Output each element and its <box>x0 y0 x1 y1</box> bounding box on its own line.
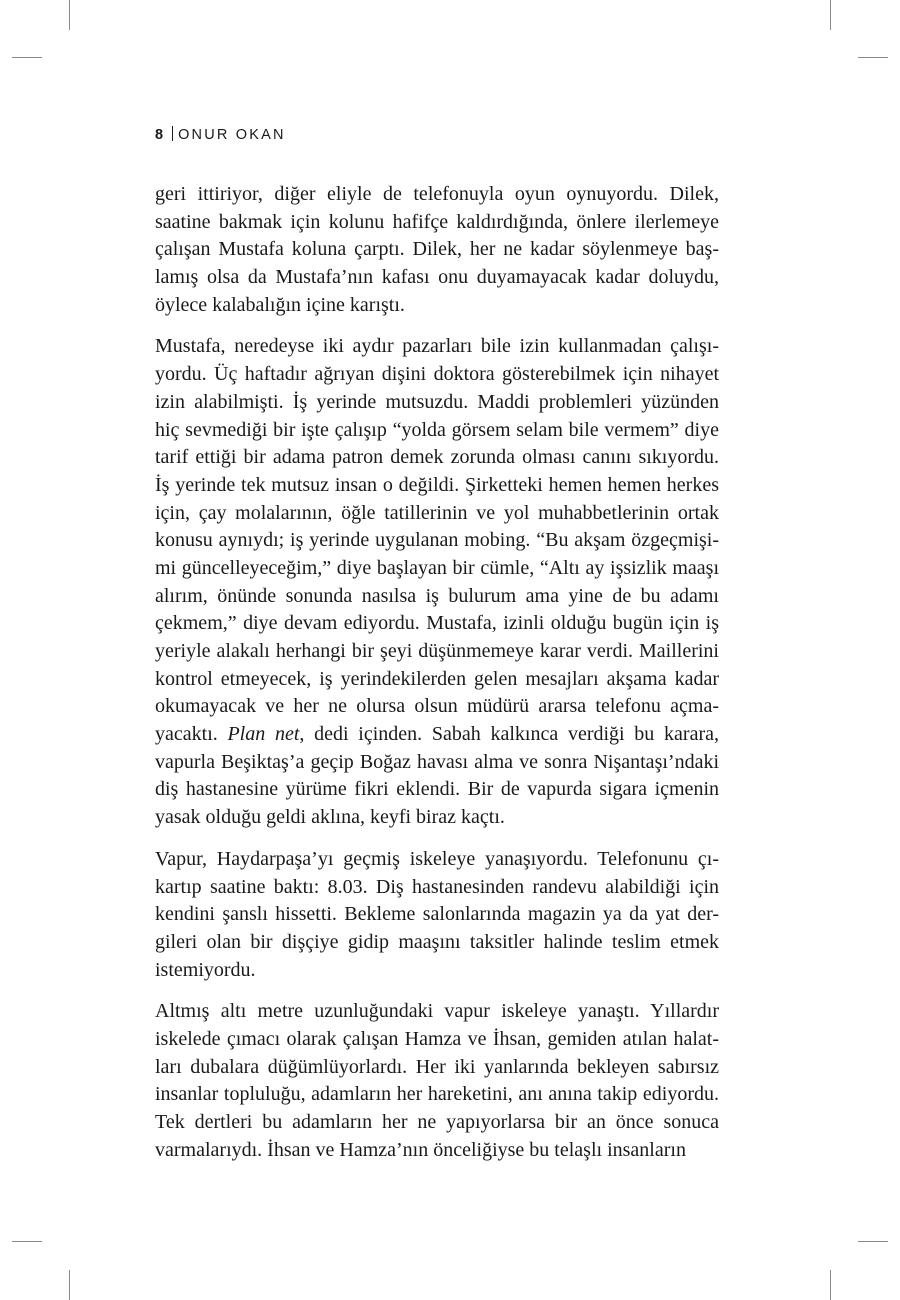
text-line: Vapur, Haydarpaşa’yı geçmiş iskeleye yanaşıyordu. Telefonunu çı- <box>155 847 719 870</box>
text-line: çalışan Mustafa koluna çarptı. Dilek, her ne kadar söylenmeye baş- <box>155 238 719 261</box>
text-line: yasak olduğu geldi aklına, keyfi biraz kaçtı. <box>155 806 505 829</box>
paragraph <box>155 998 719 1164</box>
text-line: vapurla Beşiktaş’a geçip Boğaz havası alma ve sonra Nişantaşı’ndaki <box>155 750 719 773</box>
text-line: tarif ettiği bir adama patron demek zorunda olması canını sıkıyordu. <box>155 446 719 469</box>
text-line: istemiyordu. <box>155 958 256 981</box>
text-line: hiç sevmediği bir işte çalışıp “yolda görsem selam bile vermem” diye <box>155 418 719 441</box>
text-line: alırım, önünde sonunda nasılsa iş bulurum ama yine de bu adamı <box>155 584 719 607</box>
crop-mark-right-bottom <box>858 1241 888 1242</box>
text-line: gileri olan bir dişçiye gidip maaşını taksitler halinde teslim etmek <box>155 930 719 953</box>
text-line: iskelede çımacı olarak çalışan Hamza ve İhsan, gemiden atılan halat- <box>155 1027 719 1050</box>
body-text <box>155 181 719 1178</box>
text-line: İş yerinde tek mutsuz insan o değildi. Şirketteki hemen hemen herkes <box>155 473 719 496</box>
crop-mark-right-top <box>858 57 888 58</box>
crop-mark-bottom-left <box>69 1270 70 1300</box>
text-line: mi güncelleyeceğim,” diye başlayan bir cümle, “Altı ay işsizlik maaşı <box>155 556 719 579</box>
text-line: ları dubalara düğümlüyorlardı. Her iki yanlarında bekleyen sabırsız <box>155 1055 719 1078</box>
header-divider <box>172 126 173 141</box>
paragraph <box>155 846 719 984</box>
text-line: yordu. Üç haftadır ağrıyan dişini doktora gösterebilmek için nihayet <box>155 363 719 386</box>
text-line: geri ittiriyor, diğer eliyle de telefonuyla oyun oynuyordu. Dilek, <box>155 183 719 205</box>
text-line: çekmem,” diye devam ediyordu. Mustafa, izinli olduğu bugün için iş <box>155 612 719 635</box>
text-line: diş hastanesine yürüme fikri eklendi. Bir de vapurda sigara içmenin <box>155 778 719 801</box>
text-line: varmalarıydı. İhsan ve Hamza’nın önceliğiyse bu telaşlı insanların <box>155 1138 686 1161</box>
text-line: Tek dertleri bu adamların her ne yapıyorlarsa bir an önce sonuca <box>155 1111 719 1133</box>
paragraph <box>155 181 719 319</box>
text-line: konusu aynıydı; iş yerinde uygulanan mobing. “Bu akşam özgeçmişi- <box>155 529 719 552</box>
italic-phrase: Plan net <box>227 723 300 746</box>
text-line: insanlar topluluğu, adamların her hareketini, anı anına takip ediyordu. <box>155 1083 719 1106</box>
text-line: kontrol etmeyecek, iş yerindekilerden gelen mesajları akşama kadar <box>155 667 719 690</box>
text-line: yacaktı. Plan net, dedi içinden. Sabah kalkınca verdiği bu karara, <box>155 723 719 746</box>
text-line: kendini şanslı hissetti. Bekleme salonlarında magazin ya da yat der- <box>155 903 719 926</box>
text-line: için, çay molalarının, öğle tatillerinin ve yol muhabbetlerinin ortak <box>155 501 719 524</box>
paragraph <box>155 333 719 831</box>
crop-mark-bottom-right <box>830 1270 831 1300</box>
crop-mark-left-bottom <box>12 1241 42 1242</box>
text-line: yeriyle alakalı herhangi bir şeyi düşünmemeye karar verdi. Maillerini <box>155 640 719 662</box>
text-line: izin alabilmişti. İş yerinde mutsuzdu. Maddi problemleri yüzünden <box>155 390 719 413</box>
text-line: okumayacak ve her ne olursa olsun müdürü ararsa telefonu açma- <box>155 695 719 718</box>
text-line: öylece kalabalığın içine karıştı. <box>155 293 405 316</box>
crop-mark-top-left <box>69 0 70 30</box>
text-line: Altmış altı metre uzunluğundaki vapur iskeleye yanaştı. Yıllardır <box>155 1000 719 1023</box>
text-line: saatine bakmak için kolunu hafifçe kaldırdığında, önlere ilerlemeye <box>155 210 719 233</box>
text-line: kartıp saatine baktı: 8.03. Diş hastanesinden randevu alabildiği için <box>155 875 719 898</box>
crop-mark-left-top <box>12 57 42 58</box>
text-line: Mustafa, neredeyse iki aydır pazarları bile izin kullanmadan çalışı- <box>155 335 719 358</box>
text-line: lamış olsa da Mustafa’nın kafası onu duyamayacak kadar doluydu, <box>155 266 719 289</box>
author-name: ONUR OKAN <box>178 127 286 143</box>
crop-mark-top-right <box>830 0 831 30</box>
page-number: 8 <box>155 127 164 143</box>
running-header <box>155 126 286 143</box>
